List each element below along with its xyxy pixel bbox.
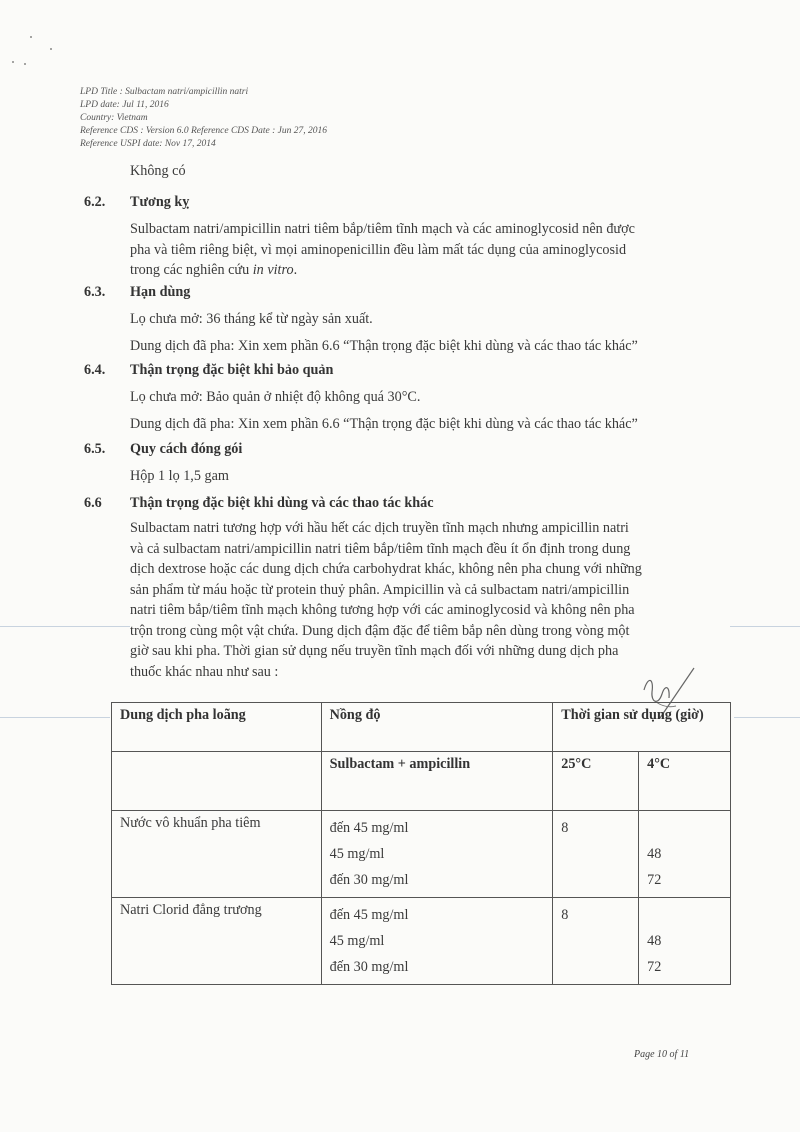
table-header-row [112,703,731,752]
scan-line [734,717,800,718]
concentration-value: đến 30 mg/ml [329,959,409,975]
section-title-storage: Thận trọng đặc biệt khi bảo quản [130,362,334,378]
header-reference-uspi: Reference USPI date: Nov 17, 2014 [80,139,216,149]
time-value: 8 [561,820,569,836]
section-title-incompatibilities: Tương kỵ [130,194,190,210]
dilution-cell: Natri Clorid đẳng trương [112,898,322,985]
time-value: 48 [647,933,662,949]
packaging-text: Hộp 1 lọ 1,5 gam [130,468,229,484]
paragraph-line: pha và tiêm riêng biệt, vì mọi aminopenicillin đều làm mất tác dụng của aminoglycosid [130,241,627,258]
scan-speck [50,48,52,50]
italic-term: in vitro [252,262,294,278]
shelf-life-unopened: Lọ chưa mở: 36 tháng kể từ ngày sản xuất. [130,311,373,327]
table-row [112,898,731,985]
storage-unopened: Lọ chưa mở: Bảo quản ở nhiệt độ không quá 30°C. [130,389,421,405]
paragraph-line: giờ sau khi pha. Thời gian sử dụng nếu truyền tĩnh mạch đối với những dung dịch pha [130,643,619,659]
concentration-cell [321,898,553,985]
time-25c-cell [553,898,639,985]
paragraph-line: natri tiêm bắp/tiêm tĩnh mạch không tương hợp với các aminoglycosid và không nên pha [130,602,635,618]
scan-speck [12,61,14,63]
paragraph-line: dịch dextrose hoặc các dung dịch chứa carbohydrat khác, không nên pha chung với những [130,561,642,577]
dilution-stability-table [111,702,731,985]
scan-line [0,626,130,627]
header-date: LPD date: Jul 11, 2016 [80,100,169,110]
table-subheader-row [112,752,731,811]
header-country: Country: Vietnam [80,113,148,123]
section-title-packaging: Quy cách đóng gói [130,441,243,457]
paragraph-line: Sulbactam natri/ampicillin natri tiêm bắp/tiêm tĩnh mạch và các aminoglycosid nên được [130,221,635,237]
scan-line [0,717,110,718]
header-concentration: Nồng độ [321,703,553,752]
dilution-cell: Nước vô khuẩn pha tiêm [112,811,322,898]
time-value [561,954,630,980]
header-usage-time: Thời gian sử dụng (giờ) [553,703,731,752]
section-title-handling: Thận trọng đặc biệt khi dùng và các thao tác khác [130,495,434,511]
page-number: Page 10 of 11 [634,1049,690,1060]
section-number: 6.2. [84,194,106,210]
paragraph-line: sản phẩm từ máu hoặc từ protein thuỷ phân. Ampicillin và cả sulbactam natri/ampicillin [130,581,630,598]
paragraph-end: . [293,262,298,278]
section-number: 6.4. [84,362,106,378]
time-value: 72 [647,959,662,975]
time-value [561,867,630,893]
time-value: 72 [647,872,662,888]
paragraph-line: thuốc khác nhau như sau : [130,663,279,680]
intro-text: Không có [130,163,186,179]
scan-speck [30,36,32,38]
time-value: 8 [561,907,569,923]
time-value [647,815,722,841]
storage-reconstituted: Dung dịch đã pha: Xin xem phần 6.6 “Thận trọng đặc biệt khi dùng và các thao tác khác” [130,416,638,432]
incompatibilities-paragraph [130,219,730,281]
header-title: LPD Title : Sulbactam natri/ampicillin natri [80,87,249,97]
subheader-4c: 4°C [639,752,731,811]
paragraph-line: và cả sulbactam natri/ampicillin natri tiêm bắp/tiêm tĩnh mạch đều ít ổn định trong dung [130,540,631,557]
paragraph-text: trong các nghiên cứu [130,262,253,278]
header-reference-cds: Reference CDS : Version 6.0 Reference CDS Date : Jun 27, 2016 [80,126,328,136]
section-title-shelf-life: Hạn dùng [130,284,191,300]
time-value: 48 [647,846,662,862]
concentration-value: đến 45 mg/ml [329,907,409,923]
concentration-value: 45 mg/ml [329,933,385,949]
subheader-25c: 25°C [553,752,639,811]
header-dilution: Dung dịch pha loãng [112,703,322,752]
time-value [561,928,630,954]
time-value [647,902,722,928]
table-row [112,811,731,898]
section-number: 6.3. [84,284,106,300]
time-4c-cell [639,811,731,898]
empty-cell [112,752,322,811]
handling-paragraph [130,518,730,682]
paragraph-line: Sulbactam natri tương hợp với hầu hết các dịch truyền tĩnh mạch nhưng ampicillin natri [130,520,629,536]
concentration-value: đến 30 mg/ml [329,872,409,888]
scan-speck [24,63,26,65]
paragraph-line [130,260,730,281]
time-value [561,841,630,867]
scan-line [730,626,800,627]
shelf-life-reconstituted: Dung dịch đã pha: Xin xem phần 6.6 “Thận trọng đặc biệt khi dùng và các thao tác khác” [130,338,638,354]
concentration-value: 45 mg/ml [329,846,385,862]
section-number: 6.5. [84,441,106,457]
time-4c-cell [639,898,731,985]
section-number: 6.6 [84,495,102,511]
paragraph-line: trộn trong cùng một vật chứa. Dung dịch đậm đặc để tiêm bắp nên dùng trong vòng một [130,622,630,639]
subheader-concentration: Sulbactam + ampicillin [321,752,553,811]
concentration-value: đến 45 mg/ml [329,820,409,836]
document-header [80,86,327,151]
concentration-cell [321,811,553,898]
time-25c-cell [553,811,639,898]
